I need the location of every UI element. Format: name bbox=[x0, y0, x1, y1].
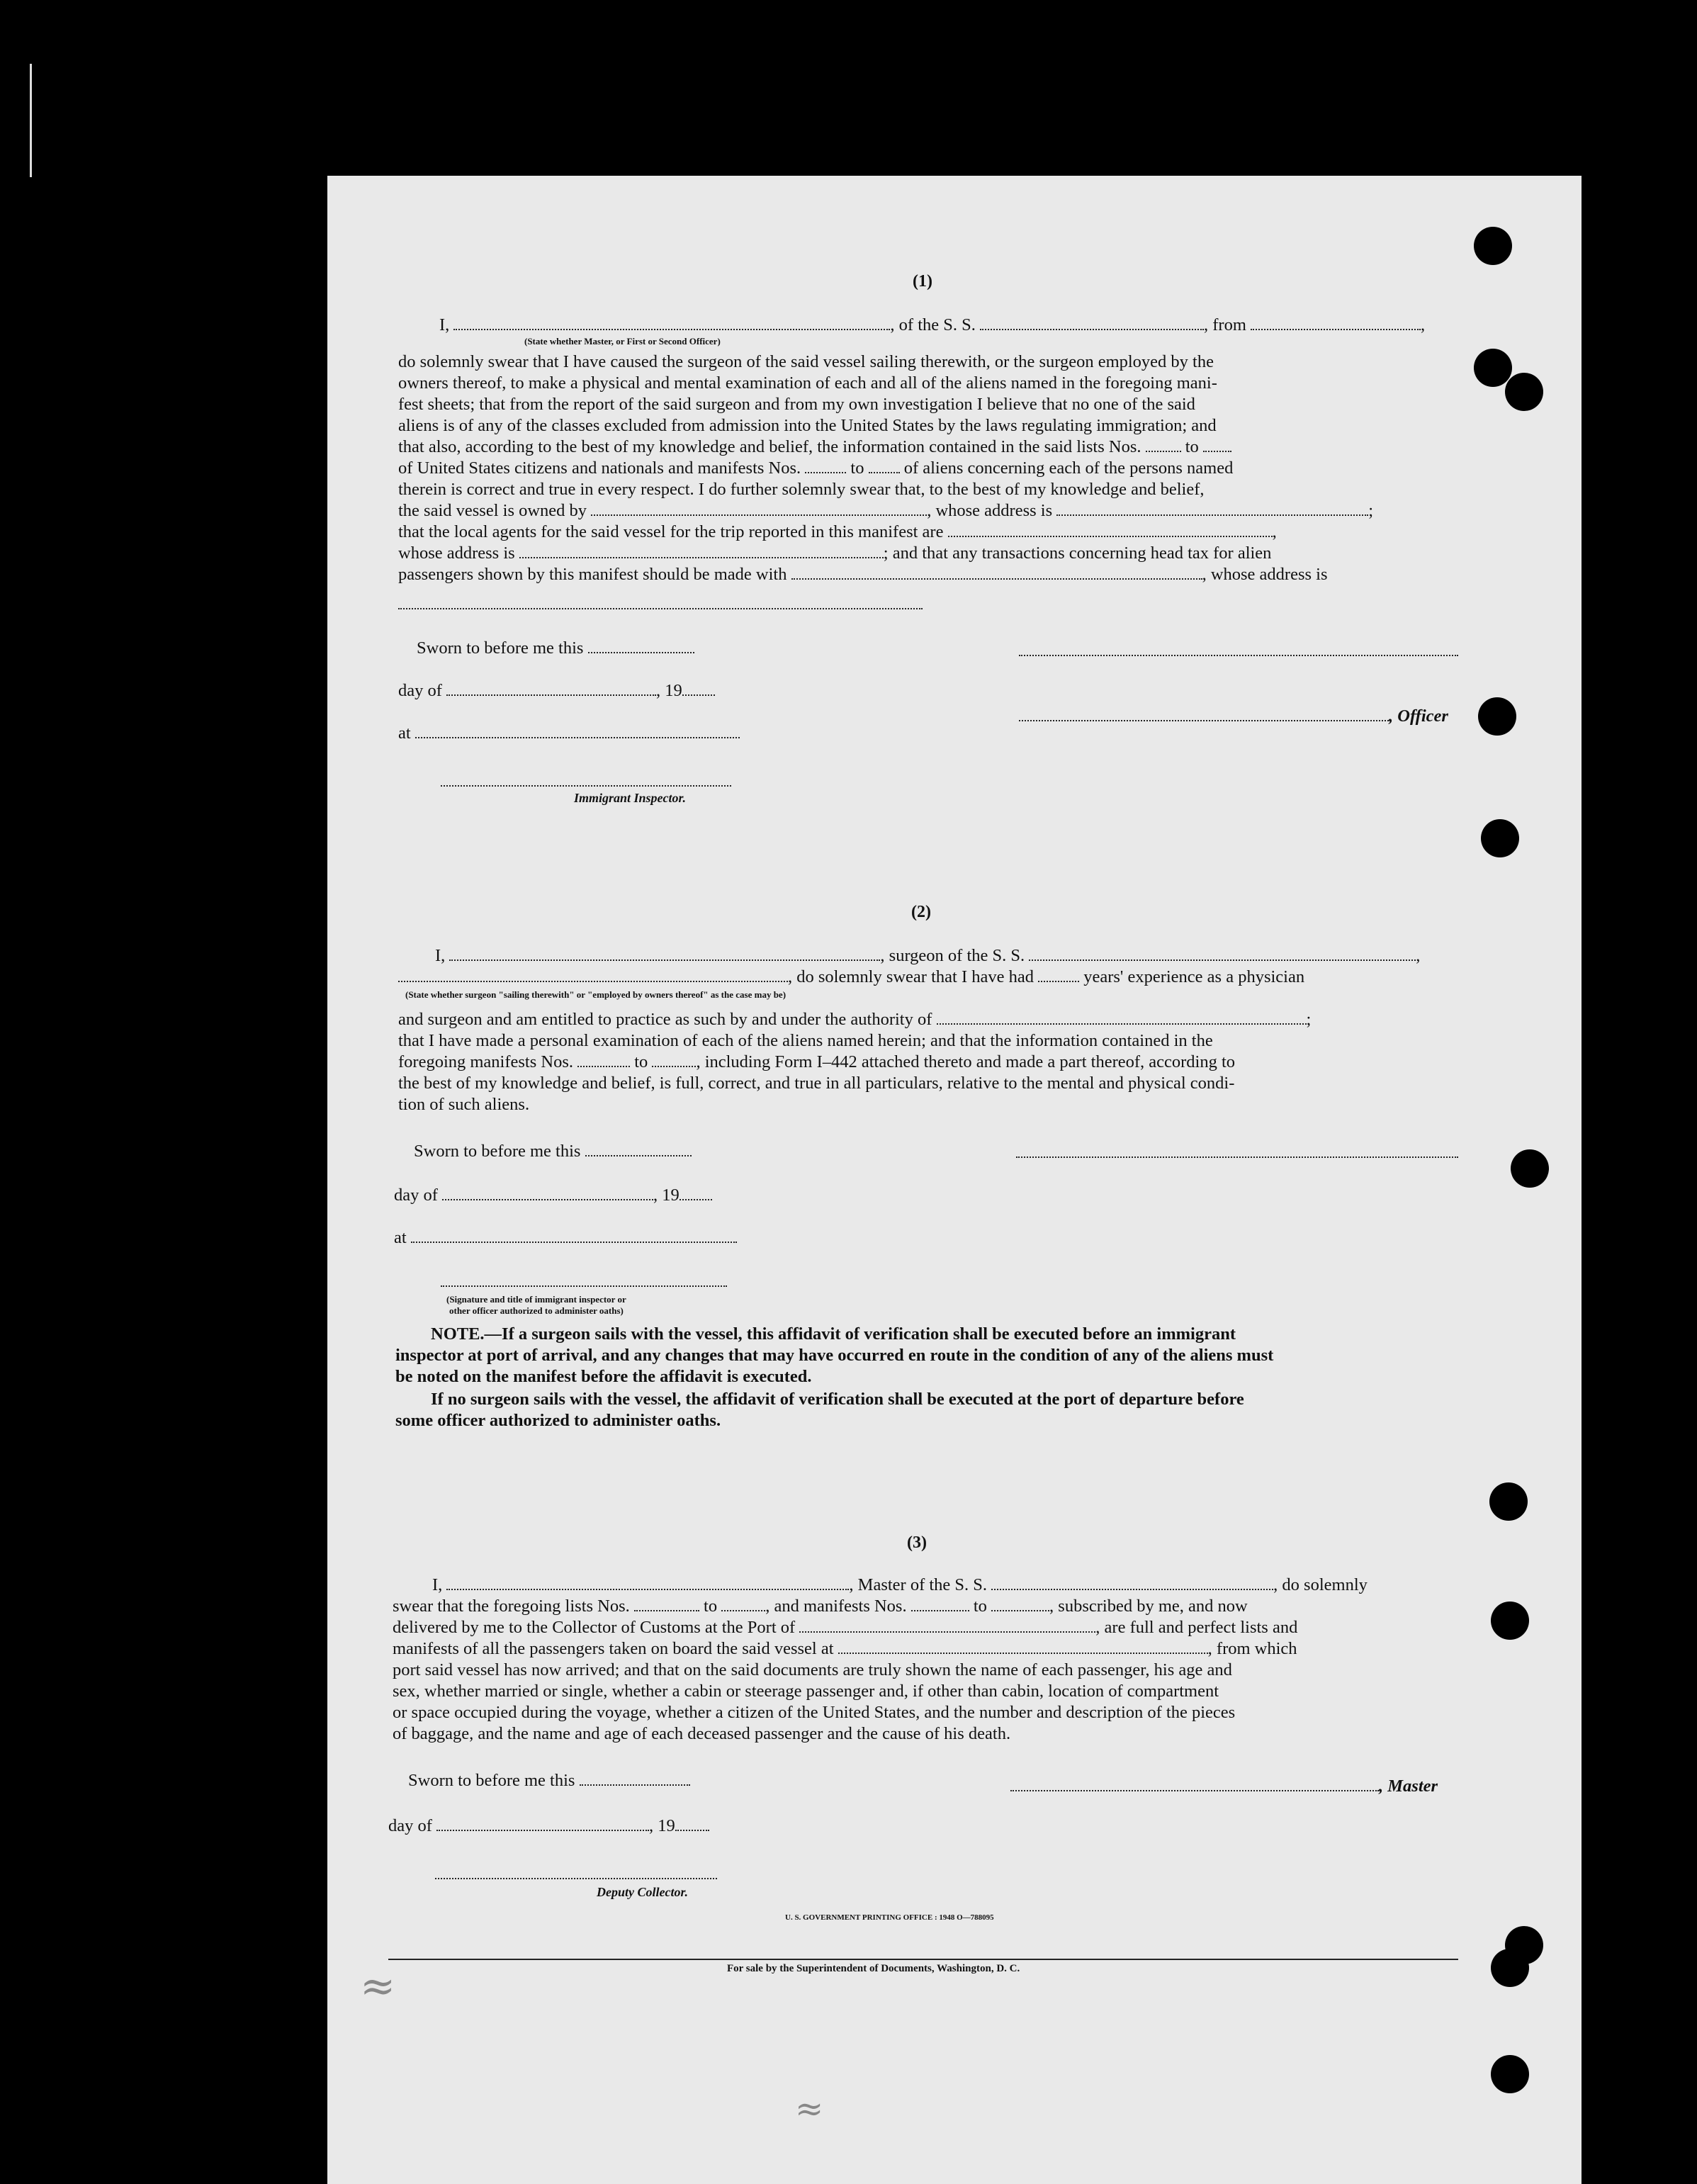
inspector-signature-line[interactable] bbox=[441, 785, 731, 787]
note-line: be noted on the manifest before the affidavit is executed. bbox=[395, 1367, 812, 1386]
handwritten-mark: ≈ bbox=[795, 2089, 824, 2129]
surgeon-name-field[interactable] bbox=[449, 947, 880, 961]
section-3-line-3: delivered by me to the Collector of Customs at the Port of , are full and perfect lists and bbox=[393, 1618, 1298, 1637]
agents-address-field[interactable] bbox=[519, 544, 884, 558]
day-of-field[interactable] bbox=[436, 1817, 649, 1831]
sworn-label: Sworn to before me this bbox=[408, 1770, 690, 1791]
section-3-line-2: swear that the foregoing lists Nos. to , and manifests Nos. to , subscribed by me, and now bbox=[393, 1597, 1248, 1616]
years-experience-field[interactable] bbox=[1038, 968, 1079, 982]
punch-hole bbox=[1478, 697, 1516, 736]
section-2-line-1: I, , surgeon of the S. S. , bbox=[435, 946, 1421, 965]
collector-signature-line[interactable] bbox=[435, 1878, 717, 1879]
port-field[interactable] bbox=[799, 1619, 1095, 1633]
handwritten-mark: ≈ bbox=[360, 1961, 396, 2011]
day-of-field[interactable] bbox=[442, 1186, 653, 1200]
section-1-address-line: whose address is ; and that any transactions concerning head tax for alien bbox=[398, 544, 1272, 563]
embarkation-field[interactable] bbox=[838, 1640, 1208, 1654]
section-3-line-1: I, , Master of the S. S. , do solemnly bbox=[432, 1575, 1368, 1594]
punch-hole bbox=[1491, 1949, 1529, 1987]
at-field[interactable] bbox=[411, 1229, 737, 1243]
punch-hole bbox=[1505, 373, 1543, 411]
note-line: some officer authorized to administer oaths. bbox=[395, 1411, 721, 1430]
note-line: If no surgeon sails with the vessel, the affidavit of verification shall be executed at the port of departure before bbox=[431, 1390, 1244, 1409]
section-3-line-5: port said vessel has now arrived; and that on the said documents are truly shown the name of each passenger, his age and bbox=[393, 1660, 1232, 1679]
sworn-label: Sworn to before me this bbox=[417, 638, 694, 659]
section-3-line-8: of baggage, and the name and age of each deceased passenger and the cause of his death. bbox=[393, 1724, 1011, 1743]
manifests-to-field[interactable] bbox=[991, 1597, 1049, 1611]
inspector-caption: Immigrant Inspector. bbox=[574, 791, 687, 805]
punch-hole bbox=[1481, 819, 1519, 857]
master-name-field[interactable] bbox=[446, 1576, 849, 1590]
year-field[interactable] bbox=[680, 1186, 712, 1200]
punch-hole bbox=[1491, 2055, 1529, 2093]
punch-hole bbox=[1489, 1482, 1528, 1521]
form-page bbox=[327, 176, 1582, 2184]
surgeon-status-field[interactable] bbox=[398, 968, 788, 982]
master-signature-line: , Master bbox=[1010, 1776, 1438, 1797]
section-1-lists-line: that also, according to the best of my knowledge and belief, the information contained in the said lists Nos. to bbox=[398, 437, 1231, 458]
head-tax-contact-field[interactable] bbox=[791, 565, 1202, 580]
from-port-field[interactable] bbox=[1251, 316, 1421, 330]
vessel-name-field[interactable] bbox=[980, 316, 1204, 330]
day-of-line: day of , 19 bbox=[388, 1816, 709, 1837]
signature-note-2: other officer authorized to administer oaths) bbox=[449, 1305, 624, 1316]
footer-text: For sale by the Superintendent of Documents, Washington, D. C. bbox=[727, 1963, 1020, 1974]
sworn-date-field[interactable] bbox=[585, 1142, 692, 1156]
section-1-body-line: aliens is of any of the classes excluded from admission into the United States by the laws regulating immigration; and bbox=[398, 416, 1217, 435]
day-of-line: day of , 19 bbox=[398, 680, 715, 702]
section-3-number: (3) bbox=[907, 1533, 927, 1552]
local-agents-field[interactable] bbox=[948, 523, 1273, 537]
officer-title-line: , Officer bbox=[1019, 706, 1448, 727]
day-of-field[interactable] bbox=[446, 682, 656, 696]
lists-to-field[interactable] bbox=[721, 1597, 765, 1611]
vessel-name-field[interactable] bbox=[1029, 947, 1416, 961]
punch-hole bbox=[1474, 227, 1512, 265]
section-1-citizens-line: of United States citizens and nationals and manifests Nos. to of aliens concerning each of the persons named bbox=[398, 458, 1234, 478]
section-1-body-line: do solemnly swear that I have caused the surgeon of the said vessel sailing therewith, or the surgeon employed by the bbox=[398, 352, 1214, 371]
manifest-to-field[interactable] bbox=[652, 1053, 696, 1067]
surgeon-signature-line[interactable] bbox=[1016, 1156, 1458, 1158]
list-no-from-field[interactable] bbox=[1146, 438, 1181, 452]
note-line: inspector at port of arrival, and any changes that may have occurred en route in the condition of any of the aliens must bbox=[395, 1346, 1274, 1365]
authority-field[interactable] bbox=[937, 1011, 1307, 1025]
punch-hole bbox=[1474, 349, 1512, 387]
note-line: NOTE.—If a surgeon sails with the vessel, this affidavit of verification shall be executed before an immigrant bbox=[431, 1324, 1236, 1344]
manifest-from-field[interactable] bbox=[577, 1053, 630, 1067]
inspector-signature-line[interactable] bbox=[441, 1285, 727, 1287]
section-1-passengers-line: passengers shown by this manifest should be made with , whose address is bbox=[398, 565, 1328, 584]
section-1-owned-line: the said vessel is owned by , whose address is ; bbox=[398, 501, 1374, 520]
surgeon-note: (State whether surgeon "sailing therewith" or "employed by owners thereof" as the case may be) bbox=[405, 989, 787, 1000]
collector-caption: Deputy Collector. bbox=[597, 1885, 688, 1899]
section-2-line-2: , do solemnly swear that I have had years' experience as a physician bbox=[398, 967, 1304, 988]
section-1-correct-line: therein is correct and true in every respect. I do further solemnly swear that, to the best of my knowledge and belief, bbox=[398, 480, 1205, 499]
officer-signature-line[interactable] bbox=[1019, 655, 1458, 656]
officer-note: (State whether Master, or First or Second Officer) bbox=[524, 336, 721, 347]
sworn-date-field[interactable] bbox=[588, 639, 694, 653]
vessel-name-field[interactable] bbox=[991, 1576, 1273, 1590]
section-1-body-line: owners thereof, to make a physical and mental examination of each and all of the aliens named in the foregoing mani- bbox=[398, 373, 1217, 393]
section-1-number: (1) bbox=[913, 272, 932, 291]
section-2-line-4: that I have made a personal examination of each of the aliens named herein; and that the information contained in the bbox=[398, 1031, 1213, 1050]
section-2-line-5: foregoing manifests Nos. to , including Form I–442 attached thereto and made a part thereof, according to bbox=[398, 1052, 1236, 1071]
at-line: at bbox=[398, 723, 740, 744]
manifest-no-to-field[interactable] bbox=[869, 459, 900, 473]
officer-title-field[interactable] bbox=[1019, 707, 1389, 721]
list-no-to-field[interactable] bbox=[1203, 438, 1231, 452]
section-1-body-line: fest sheets; that from the report of the said surgeon and from my own investigation I believe that no one of the said bbox=[398, 395, 1195, 414]
section-3-line-4: manifests of all the passengers taken on board the said vessel at , from which bbox=[393, 1639, 1297, 1658]
punch-hole bbox=[1491, 1602, 1529, 1640]
signature-note-1: (Signature and title of immigrant inspector or bbox=[446, 1294, 626, 1305]
manifests-from-field[interactable] bbox=[911, 1597, 969, 1611]
at-line: at bbox=[394, 1227, 737, 1249]
section-2-line-7: tion of such aliens. bbox=[398, 1095, 530, 1114]
section-2-number: (2) bbox=[911, 903, 931, 921]
officer-name-field[interactable] bbox=[453, 316, 890, 330]
footer-rule bbox=[388, 1959, 1458, 1960]
section-1-line-1: I, , of the S. S. , from , bbox=[439, 315, 1426, 334]
sworn-date-field[interactable] bbox=[580, 1772, 690, 1786]
section-3-line-6: sex, whether married or single, whether a cabin or steerage passenger and, if other than cabin, location of compartment bbox=[393, 1682, 1219, 1701]
at-field[interactable] bbox=[415, 724, 740, 738]
lists-from-field[interactable] bbox=[634, 1597, 699, 1611]
head-tax-address-field[interactable] bbox=[398, 608, 923, 609]
section-1-agents-line: that the local agents for the said vessel for the trip reported in this manifest are , bbox=[398, 522, 1277, 541]
day-of-line: day of , 19 bbox=[394, 1185, 712, 1206]
sworn-label: Sworn to before me this bbox=[414, 1141, 692, 1162]
section-2-line-3: and surgeon and am entitled to practice as such by and under the authority of ; bbox=[398, 1010, 1312, 1029]
section-2-line-6: the best of my knowledge and belief, is full, correct, and true in all particulars, relative to the mental and physical condi- bbox=[398, 1074, 1235, 1093]
manifest-no-from-field[interactable] bbox=[805, 459, 846, 473]
owner-field[interactable] bbox=[591, 502, 927, 516]
owner-address-field[interactable] bbox=[1056, 502, 1368, 516]
year-field[interactable] bbox=[682, 682, 715, 696]
year-field[interactable] bbox=[675, 1817, 709, 1831]
master-signature-field[interactable] bbox=[1010, 1777, 1379, 1791]
punch-hole bbox=[1511, 1149, 1549, 1188]
film-edge-mark bbox=[30, 64, 32, 177]
section-3-line-7: or space occupied during the voyage, whether a citizen of the United States, and the number and description of the pieces bbox=[393, 1703, 1236, 1722]
printing-office-line: U. S. GOVERNMENT PRINTING OFFICE : 1948 O—788095 bbox=[785, 1913, 994, 1922]
i-label: I, bbox=[439, 315, 450, 334]
